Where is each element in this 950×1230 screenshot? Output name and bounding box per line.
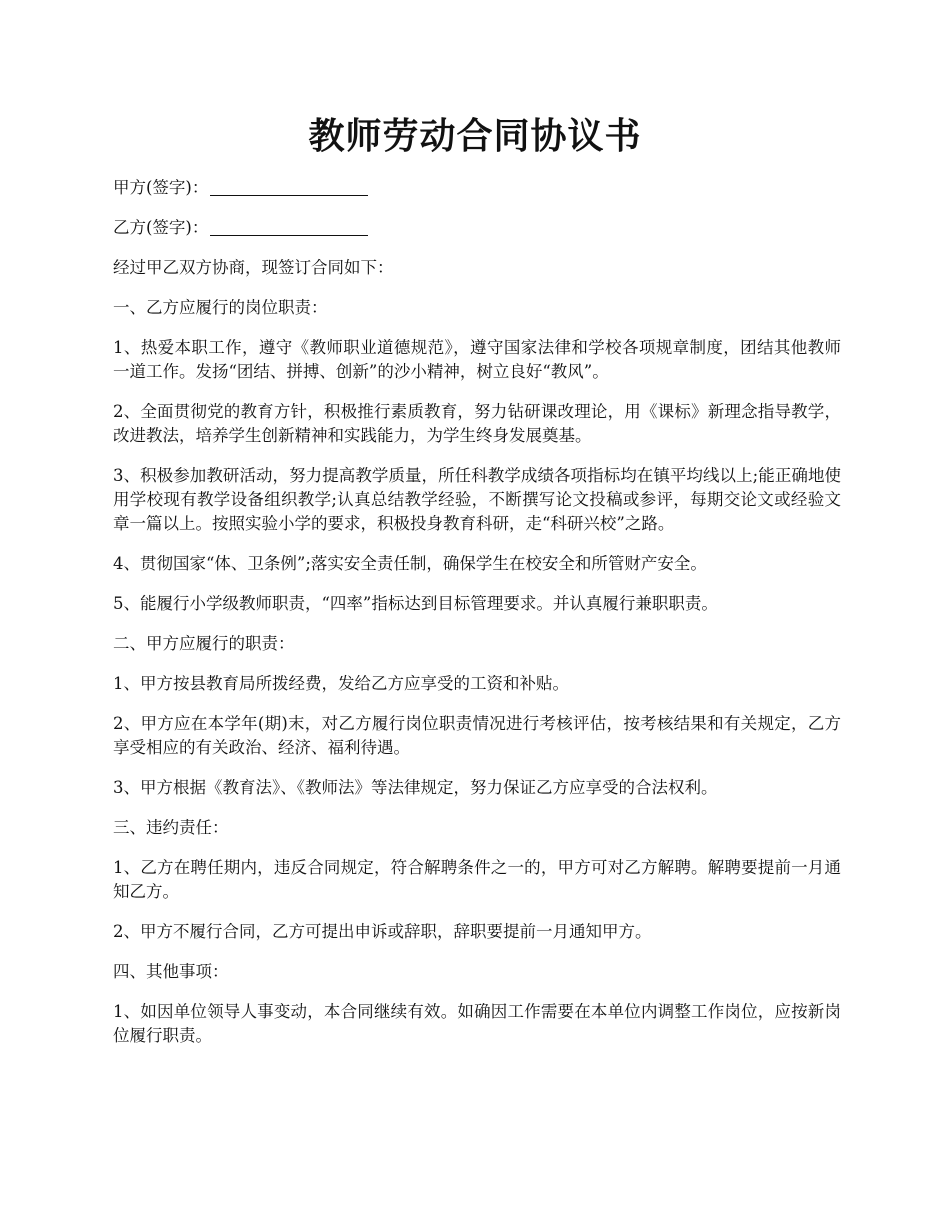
party-b-signature-line[interactable]	[210, 217, 368, 236]
party-b-label: 乙方(签字)：	[113, 218, 209, 237]
section-heading-breach: 三、违约责任：	[113, 818, 229, 837]
section-heading-other: 四、其他事项：	[113, 962, 229, 981]
clause-paragraph: 3、积极参加教研活动，努力提高教学质量，所任科教学成绩各项指标均在镇平均线以上;能正确地使用学校现有教学设备组织教学;认真总结教学经验，不断撰写论文投稿或参评，每期交论文或经验文章一篇以上。按照实验小学的要求，积极投身教育科研，走“科研兴校”之路。	[113, 466, 841, 533]
clause-paragraph: 4、贯彻国家“体、卫条例”;落实安全责任制，确保学生在校安全和所管财产安全。	[113, 554, 707, 573]
clause-paragraph: 2、甲方应在本学年(期)末，对乙方履行岗位职责情况进行考核评估，按考核结果和有关规定，乙方享受相应的有关政治、经济、福利待遇。	[113, 714, 841, 757]
section-heading-duties-b: 一、乙方应履行的岗位职责：	[113, 298, 328, 317]
party-b-signature	[113, 216, 841, 240]
section-heading-duties-a: 二、甲方应履行的职责：	[113, 634, 295, 653]
clause-paragraph: 5、能履行小学级教师职责，“四率”指标达到目标管理要求。并认真履行兼职职责。	[113, 594, 718, 613]
clause-paragraph: 1、如因单位领导人事变动，本合同继续有效。如确因工作需要在本单位内调整工作岗位，应按新岗位履行职责。	[113, 1002, 841, 1045]
clause-paragraph: 1、乙方在聘任期内，违反合同规定，符合解聘条件之一的，甲方可对乙方解聘。解聘要提前一月通知乙方。	[113, 858, 841, 901]
party-a-label: 甲方(签字)：	[113, 178, 209, 197]
clause-paragraph: 3、甲方根据《教育法》、《教师法》等法律规定，努力保证乙方应享受的合法权利。	[113, 778, 718, 797]
clause-paragraph: 2、甲方不履行合同，乙方可提出申诉或辞职，辞职要提前一月通知甲方。	[113, 922, 652, 941]
clause-paragraph: 1、甲方按县教育局所拨经费，发给乙方应享受的工资和补贴。	[113, 674, 569, 693]
document-title: 教师劳动合同协议书	[308, 115, 642, 157]
clause-paragraph: 2、全面贯彻党的教育方针，积极推行素质教育，努力钻研课改理论，用《课标》新理念指导教学，改进教法，培养学生创新精神和实践能力，为学生终身发展奠基。	[113, 402, 841, 445]
clause-paragraph: 1、热爱本职工作，遵守《教师职业道德规范》，遵守国家法律和学校各项规章制度，团结其他教师一道工作。发扬“团结、拼搏、创新”的沙小精神，树立良好“教风”。	[113, 338, 841, 381]
party-a-signature	[113, 176, 841, 200]
document-body	[113, 176, 841, 1064]
party-a-signature-line[interactable]	[210, 177, 368, 196]
intro-paragraph: 经过甲乙双方协商，现签订合同如下：	[113, 258, 394, 277]
